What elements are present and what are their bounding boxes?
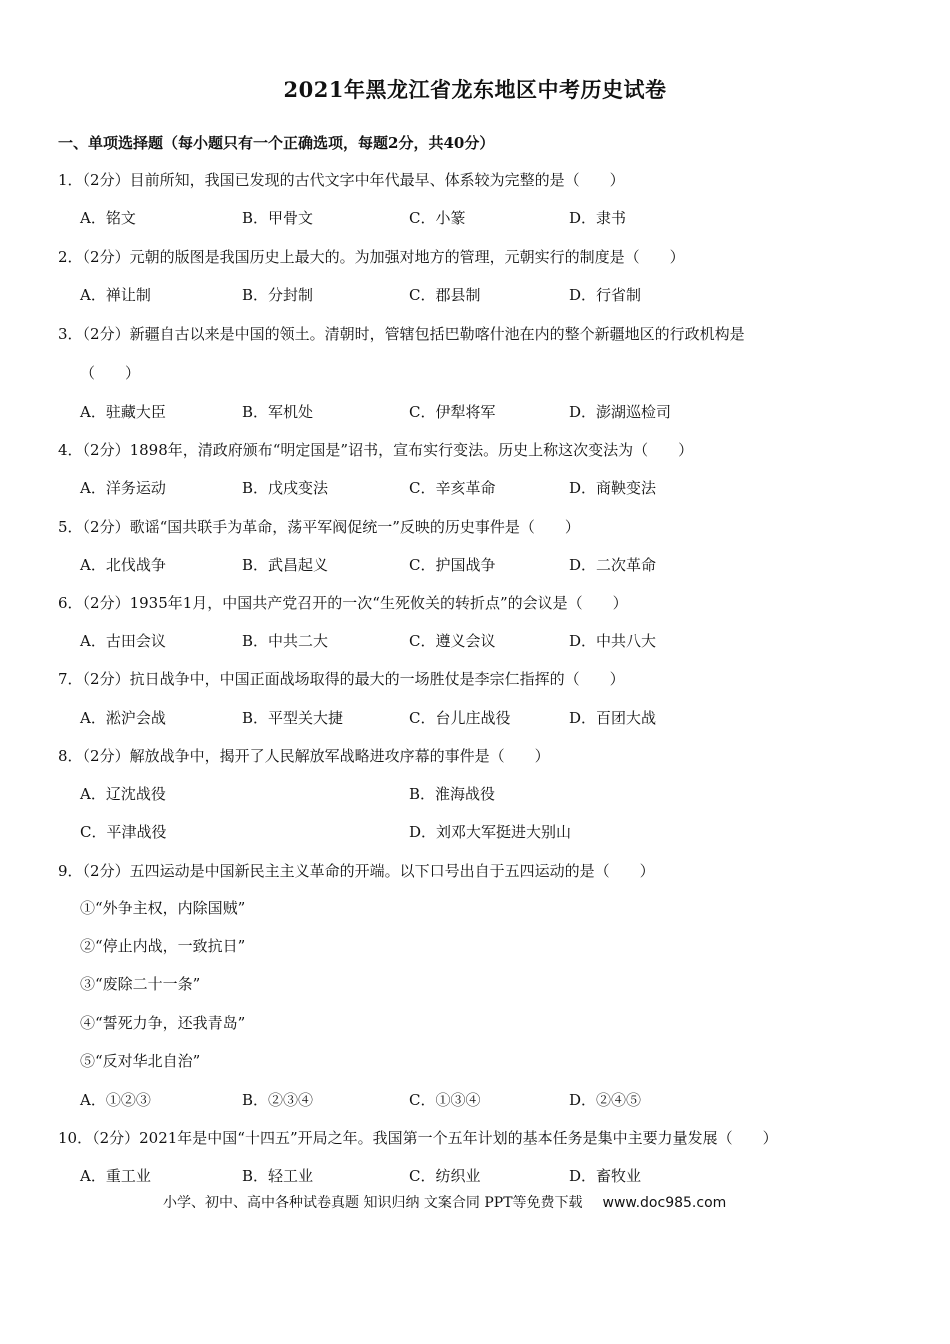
q8-option-a: A．辽沈战役 [80, 785, 166, 803]
question-3: 3．（2分）新疆自古以来是中国的领土。清朝时，管辖包括巴勒喀什池在内的整个新疆地区的行政机构是 [58, 325, 745, 343]
q8-option-c: C．平津战役 [80, 823, 167, 841]
q5-option-b: B．武昌起义 [242, 556, 329, 574]
question-2: 2．（2分）元朝的版图是我国历史上最大的。为加强对地方的管理，元朝实行的制度是（ ） [58, 248, 685, 266]
q8-option-d: D．刘邓大军挺进大别山 [409, 823, 572, 841]
q4-option-d: D．商鞅变法 [569, 479, 657, 497]
q4-option-a: A．洋务运动 [80, 479, 166, 497]
q3-option-b: B．军机处 [242, 403, 314, 421]
q6-option-b: B．中共二大 [242, 632, 329, 650]
q9-option-c: C．①③④ [409, 1091, 481, 1109]
q7-option-d: D．百团大战 [569, 709, 657, 727]
q5-option-c: C．护国战争 [409, 556, 496, 574]
q9-option-b: B．②③④ [242, 1091, 314, 1109]
q2-option-b: B．分封制 [242, 286, 314, 304]
footer [163, 1192, 726, 1212]
q7-option-a: A．淞沪会战 [80, 709, 166, 727]
question-8: 8．（2分）解放战争中，揭开了人民解放军战略进攻序幕的事件是（ ） [58, 747, 550, 765]
page-title: 2021年黑龙江省龙东地区中考历史试卷 [283, 77, 667, 102]
q10-option-a: A．重工业 [80, 1167, 151, 1185]
footer-text: 小学、初中、高中各种试卷真题 知识归纳 文案合同 PPT等免费下载 [163, 1195, 583, 1211]
q9-item-1: ①“外争主权，内除国贼” [80, 899, 246, 917]
q4-option-c: C．辛亥革命 [409, 479, 496, 497]
q6-option-c: C．遵义会议 [409, 632, 496, 650]
q1-option-c: C．小篆 [409, 209, 466, 227]
q5-option-d: D．二次革命 [569, 556, 657, 574]
q2-option-d: D．行省制 [569, 286, 642, 304]
q3-option-d: D．澎湖巡检司 [569, 403, 672, 421]
q9-item-3: ③“废除二十一条” [80, 975, 201, 993]
question-10: 10．（2分）2021年是中国“十四五”开局之年。我国第一个五年计划的基本任务是集中主要力量发展（ ） [58, 1129, 778, 1147]
q1-option-b: B．甲骨文 [242, 209, 314, 227]
question-4: 4．（2分）1898年，清政府颁布“明定国是”诏书，宣布实行变法。历史上称这次变法为（ ） [58, 441, 694, 459]
q5-option-a: A．北伐战争 [80, 556, 166, 574]
q7-option-b: B．平型关大捷 [242, 709, 344, 727]
q9-item-4: ④“誓死力争，还我青岛” [80, 1014, 246, 1032]
question-9: 9．（2分）五四运动是中国新民主主义革命的开端。以下口号出自于五四运动的是（ ） [58, 862, 655, 880]
q3-option-a: A．驻藏大臣 [80, 403, 166, 421]
question-5: 5．（2分）歌谣“国共联手为革命，荡平军阀促统一”反映的历史事件是（ ） [58, 518, 580, 536]
q6-option-a: A．古田会议 [80, 632, 166, 650]
q9-item-5: ⑤“反对华北自治” [80, 1052, 201, 1070]
footer-url[interactable]: www.doc985.com [602, 1195, 727, 1211]
question-6: 6．（2分）1935年1月，中国共产党召开的一次“生死攸关的转折点”的会议是（ ） [58, 594, 628, 612]
question-7: 7．（2分）抗日战争中，中国正面战场取得的最大的一场胜仗是李宗仁指挥的（ ） [58, 670, 625, 688]
q2-option-c: C．郡县制 [409, 286, 481, 304]
section-heading: 一、单项选择题（每小题只有一个正确选项，每题2分，共40分） [58, 134, 495, 152]
q2-option-a: A．禅让制 [80, 286, 151, 304]
q9-item-2: ②“停止内战，一致抗日” [80, 937, 246, 955]
q3-option-c: C．伊犁将军 [409, 403, 496, 421]
q7-option-c: C．台儿庄战役 [409, 709, 511, 727]
q10-option-b: B．轻工业 [242, 1167, 314, 1185]
question-3-cont: （ ） [80, 364, 141, 382]
q10-option-c: C．纺织业 [409, 1167, 481, 1185]
question-1: 1．（2分）目前所知，我国已发现的古代文字中年代最早、体系较为完整的是（ ） [58, 171, 625, 189]
q6-option-d: D．中共八大 [569, 632, 657, 650]
q10-option-d: D．畜牧业 [569, 1167, 642, 1185]
q1-option-a: A．铭文 [80, 209, 136, 227]
q8-option-b: B．淮海战役 [409, 785, 496, 803]
q9-option-d: D．②④⑤ [569, 1091, 642, 1109]
q4-option-b: B．戊戌变法 [242, 479, 329, 497]
q1-option-d: D．隶书 [569, 209, 627, 227]
q9-option-a: A．①②③ [80, 1091, 151, 1109]
